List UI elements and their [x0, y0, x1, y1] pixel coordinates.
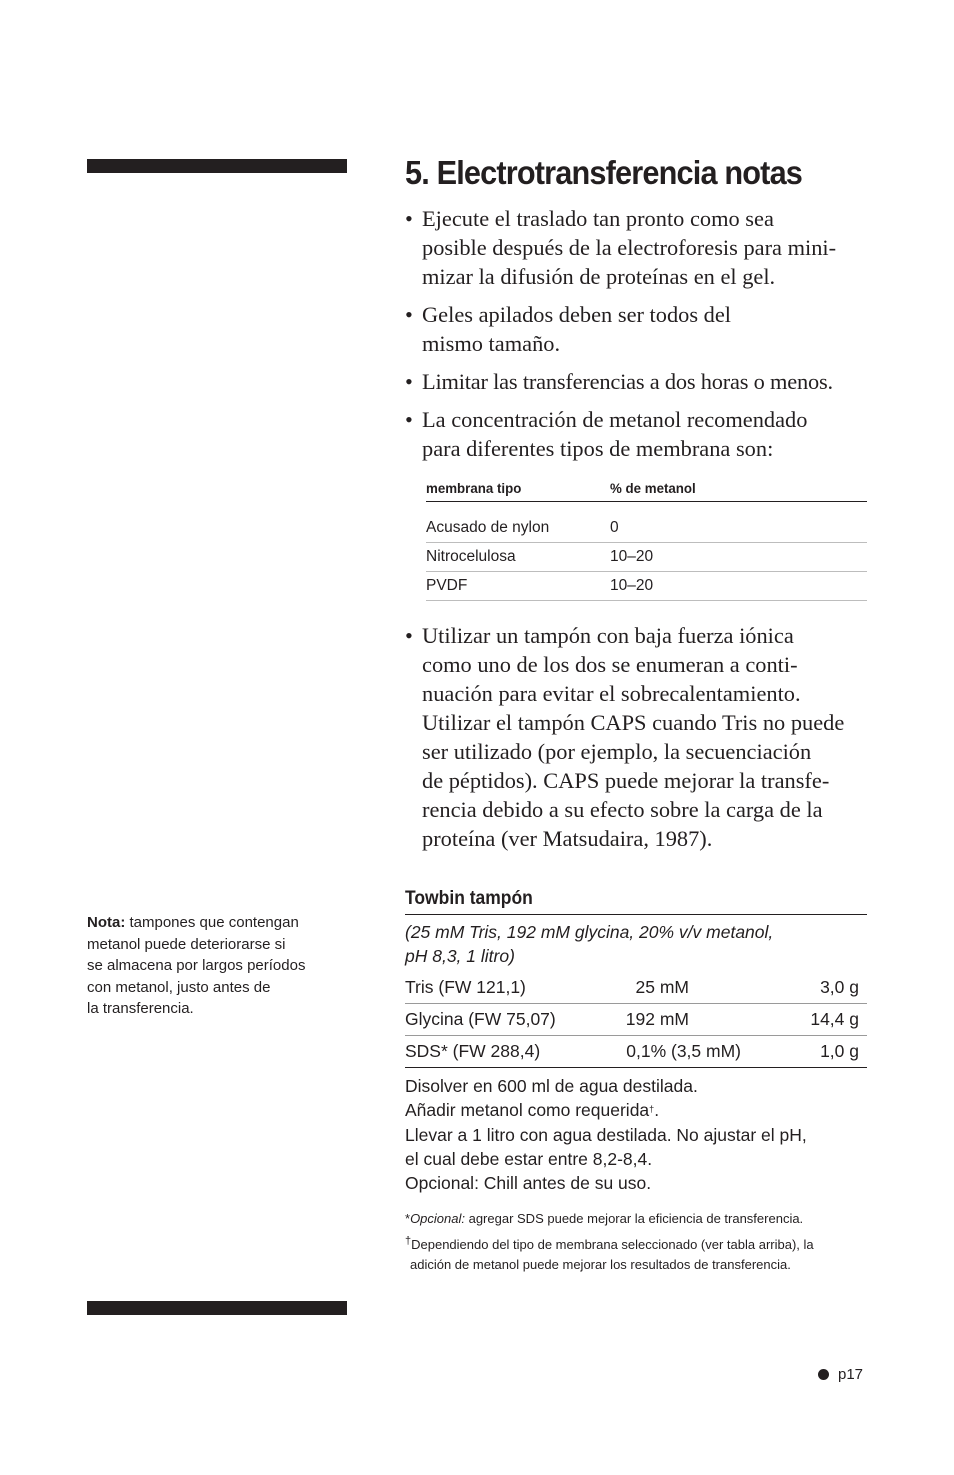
- table-row: [426, 543, 867, 572]
- section-title: 5. Electrotransferencia notas: [405, 154, 803, 191]
- table-cell: Glycina (FW 75,07): [405, 1004, 605, 1036]
- column-header: membrana tipo: [426, 478, 601, 502]
- bullet-dot-icon: [818, 1369, 829, 1380]
- table-cell: 192 mM: [605, 1004, 769, 1036]
- table-cell: SDS* (FW 288,4): [405, 1036, 605, 1068]
- towbin-title: Towbin tampón: [405, 888, 533, 909]
- table-row: [426, 572, 867, 601]
- table-cell: 3,0 g: [769, 972, 867, 1004]
- table-cell: 0,1% (3,5 mM): [605, 1036, 769, 1068]
- table-cell: 0: [610, 502, 867, 543]
- main-column: [405, 152, 867, 862]
- table-cell: PVDF: [426, 572, 610, 601]
- table-cell: 10–20: [610, 543, 867, 572]
- list-item: • Geles apilados deben ser todos del mismo tamaño.: [405, 302, 732, 356]
- table-row: [405, 1036, 867, 1068]
- table-row: [426, 502, 867, 543]
- footnote-optional: *Opcional: agregar SDS puede mejorar la eficiencia de transferencia.: [405, 1211, 804, 1227]
- membrane-methanol-table: [426, 478, 867, 601]
- bottom-decorative-bar: [87, 1301, 347, 1315]
- list-item: • Ejecute el traslado tan pronto como sea posible después de la electroforesis para mini- mizar la difusión de proteínas en el gel.: [405, 206, 837, 289]
- list-item: • Utilizar un tampón con baja fuerza iónica como uno de los dos se enumeran a conti- nuación para evitar el sobrecalentamiento. Utilizar el tampón CAPS cuando Tris no puede ser utilizado (por ejemplo, la secuenciación de péptidos). CAPS puede mejorar la transfe- rencia debido a su efecto sobre la carga de la proteína (ver Matsudaira, 1987).: [405, 623, 845, 851]
- list-item: • Limitar las transferencias a dos horas o menos.: [405, 369, 833, 394]
- table-cell: 1,0 g: [769, 1036, 867, 1068]
- buffer-notes-list: [405, 621, 867, 853]
- top-decorative-bar: [87, 159, 347, 173]
- notes-list: [405, 204, 867, 463]
- table-cell: 25 mM: [605, 972, 769, 1004]
- dagger-mark: †: [649, 1104, 655, 1115]
- towbin-recipe-table: [405, 972, 867, 1068]
- table-row: [405, 1004, 867, 1036]
- table-row: [405, 972, 867, 1004]
- table-cell: 14,4 g: [769, 1004, 867, 1036]
- column-header: % de metanol: [610, 478, 854, 502]
- footnote-membrane: †Dependiendo del tipo de membrana seleccionado (ver tabla arriba), la adición de metanol puede mejorar los resultados de transferencia.: [405, 1235, 814, 1273]
- table-cell: Nitrocelulosa: [426, 543, 610, 572]
- towbin-instructions: Disolver en 600 ml de agua destilada. Añadir metanol como requerida†. Llevar a 1 litro con agua destilada. No ajustar el pH, el cual debe estar entre 8,2-8,4. Opcional: Chill antes de su uso.: [405, 1076, 807, 1194]
- table-cell: 10–20: [610, 572, 867, 601]
- table-cell: Tris (FW 121,1): [405, 972, 605, 1004]
- table-cell: Acusado de nylon: [426, 502, 610, 543]
- list-item: • La concentración de metanol recomendado para diferentes tipos de membrana son:: [405, 407, 808, 461]
- divider: [405, 914, 867, 915]
- table-header-row: [426, 478, 867, 502]
- towbin-subtitle: (25 mM Tris, 192 mM glycina, 20% v/v metanol, pH 8,3, 1 litro): [405, 922, 774, 966]
- page-number: p17: [818, 1366, 863, 1383]
- side-note: Nota: tampones que contengan metanol puede deteriorarse si se almacena por largos períodos con metanol, justo antes de la transferencia.: [87, 914, 306, 1018]
- towbin-buffer-section: [405, 886, 867, 1275]
